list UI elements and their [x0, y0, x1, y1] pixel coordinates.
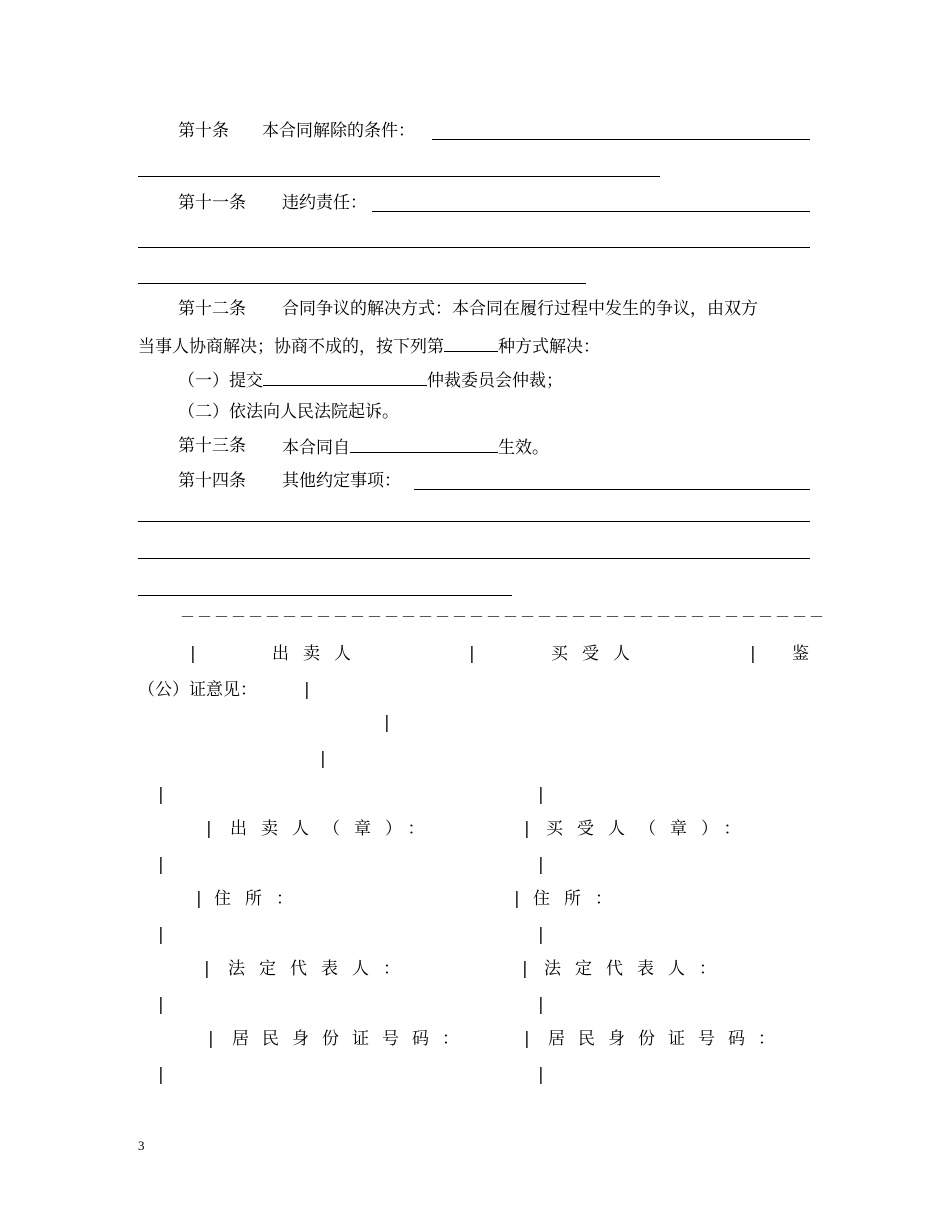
article-10-blank [432, 139, 810, 140]
table-bar: | [469, 644, 475, 664]
effective-date-blank [350, 435, 498, 453]
article-14-blank-4 [138, 595, 512, 596]
table-bar: | [158, 995, 164, 1015]
article-11-blank [372, 211, 810, 212]
table-bar: | [158, 925, 164, 945]
table-bar: | [196, 889, 202, 909]
table-bar: | [524, 1029, 530, 1049]
table-bar: | [320, 749, 326, 769]
table-bar: | [304, 680, 310, 700]
article-11-blank-2 [138, 247, 810, 248]
table-bar: | [206, 819, 212, 839]
article-12-text: 合同争议的解决方式：本合同在履行过程中发生的争议，由双方 [282, 299, 758, 319]
table-bar: | [750, 644, 756, 664]
buyer-id-label: 居民身份证号码： [548, 1029, 788, 1049]
table-bar: | [538, 1065, 544, 1085]
seller-seal-label: 出卖人（章）： [230, 819, 439, 839]
buyer-header: 买受人 [551, 644, 644, 664]
article-14-blank-2 [138, 521, 810, 522]
option-1-a: （一）提交 [178, 371, 263, 391]
table-bar: | [158, 785, 164, 805]
article-10-label: 第十条 [178, 121, 229, 141]
article-14-text: 其他约定事项： [282, 471, 401, 491]
table-bar: | [538, 995, 544, 1015]
table-bar: | [538, 925, 544, 945]
article-11-label: 第十一条 [178, 193, 246, 213]
article-14-label: 第十四条 [178, 471, 246, 491]
article-12-line2-b: 种方式解决： [498, 337, 600, 357]
page-number: 3 [138, 1138, 145, 1153]
table-top-border: －－－－－－－－－－－－－－－－－－－－－－－－－－－－－－－－－－－－－－ [180, 608, 827, 626]
article-11-text: 违约责任： [282, 193, 367, 213]
article-13-b: 生效。 [498, 438, 549, 458]
table-bar: | [514, 889, 520, 909]
method-number-blank [444, 334, 498, 352]
article-10-text: 本合同解除的条件： [262, 121, 415, 141]
article-12-line2-a: 当事人协商解决；协商不成的，按下列第 [138, 337, 444, 357]
table-bar: | [524, 819, 530, 839]
table-bar: | [204, 959, 210, 979]
seller-id-label: 居民身份证号码： [232, 1029, 472, 1049]
buyer-address-label: 住所： [533, 889, 626, 909]
table-bar: | [384, 713, 390, 733]
table-bar: | [522, 959, 528, 979]
seller-address-label: 住所： [214, 889, 307, 909]
article-10-blank-2 [138, 176, 660, 177]
table-bar: | [538, 855, 544, 875]
option-2: （二）依法向人民法院起诉。 [178, 402, 399, 422]
table-bar: | [538, 785, 544, 805]
table-bar: | [208, 1029, 214, 1049]
option-1-b: 仲裁委员会仲裁； [427, 371, 563, 391]
article-12-label: 第十二条 [178, 299, 246, 319]
article-13-text [282, 435, 549, 459]
notary-header-first: 鉴 [792, 644, 809, 664]
arbitration-committee-blank [263, 368, 427, 386]
article-14-blank-3 [138, 558, 810, 559]
article-14-blank [414, 489, 810, 490]
table-bar: | [158, 1065, 164, 1085]
notary-header-rest: （公）证意见： [138, 680, 257, 700]
table-bar: | [158, 855, 164, 875]
buyer-seal-label: 买受人（章）： [546, 819, 755, 839]
article-12-line2 [138, 334, 600, 358]
article-11-blank-3 [138, 283, 586, 284]
seller-header: 出卖人 [272, 644, 365, 664]
table-bar: | [190, 644, 196, 664]
option-1 [178, 368, 563, 392]
article-13-label: 第十三条 [178, 436, 246, 456]
buyer-rep-label: 法定代表人： [544, 959, 730, 979]
article-13-a: 本合同自 [282, 438, 350, 458]
seller-rep-label: 法定代表人： [228, 959, 414, 979]
